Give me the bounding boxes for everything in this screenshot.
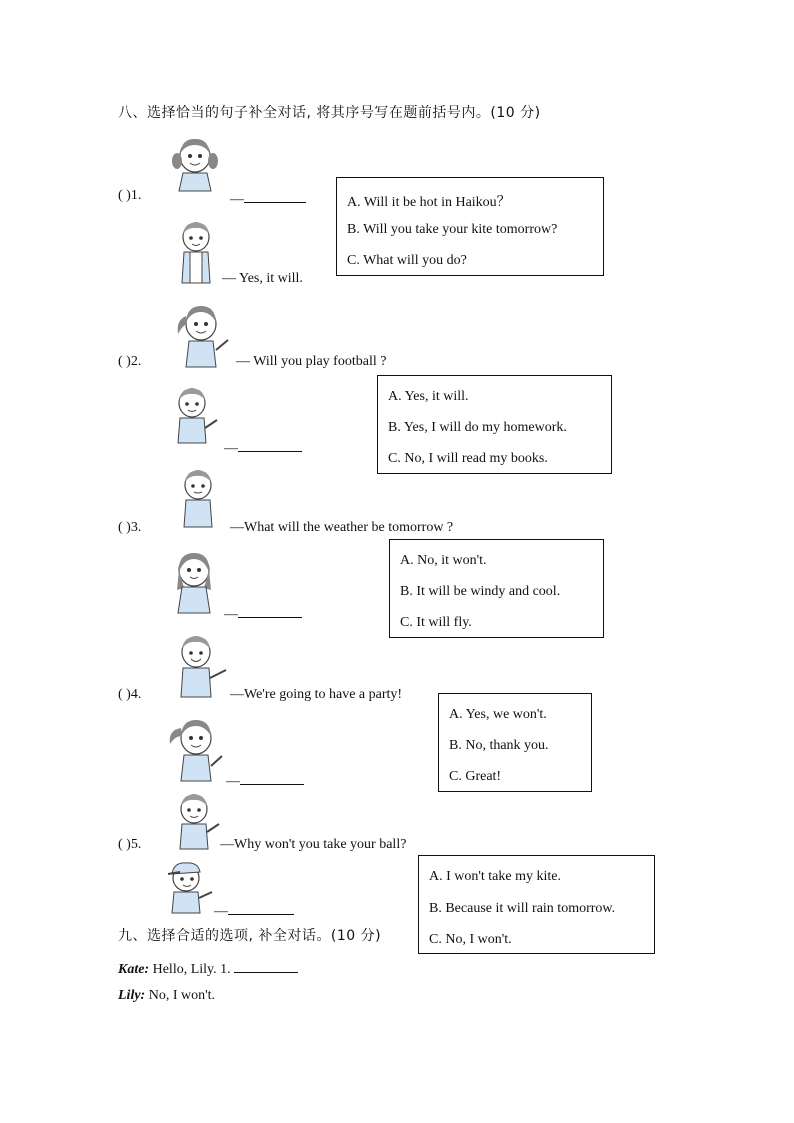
speaker-kate: Kate: — [118, 962, 150, 977]
q4-option-a: A. Yes, we won't. — [449, 707, 547, 722]
boy-figure-icon — [178, 468, 218, 528]
dialogue-blank-1[interactable] — [234, 958, 298, 973]
q2-number: 2. — [130, 354, 142, 369]
q1-option-b: B. Will you take your kite tomorrow? — [347, 222, 558, 237]
q4-option-b: B. No, thank you. — [449, 738, 549, 753]
q4-number: 4. — [130, 687, 142, 702]
girl-ponytail-figure-icon — [166, 716, 224, 782]
boy-cap-figure-icon — [166, 860, 214, 914]
section-9-heading: 九、选择合适的选项, 补全对话。(10 分) — [118, 928, 382, 944]
q2-response-dash: — — [224, 441, 238, 456]
q4-option-c: C. Great! — [449, 769, 502, 784]
q5-option-a: A. I won't take my kite. — [429, 869, 561, 884]
section-8-heading: 八、选择恰当的句子补全对话, 将其序号写在题前括号内。(10 分) — [118, 105, 541, 121]
q5-option-c: C. No, I won't. — [429, 932, 512, 947]
q4-answer-paren[interactable]: ( ) — [118, 687, 131, 702]
q3-answer-paren[interactable]: ( ) — [118, 520, 131, 535]
q4-options-box — [438, 693, 592, 792]
q5-answer-paren[interactable]: ( ) — [118, 837, 131, 852]
q3-option-a: A. No, it won't. — [400, 553, 487, 568]
q4-blank[interactable] — [240, 770, 304, 785]
q3-response-dash: — — [224, 607, 238, 622]
boy-figure-icon — [174, 634, 230, 698]
q1-number: 1. — [130, 188, 142, 203]
girl-figure-icon — [172, 136, 218, 192]
q3-blank[interactable] — [238, 603, 302, 618]
speaker-lily: Lily: — [118, 988, 146, 1003]
boy-figure-icon — [176, 220, 216, 284]
q5-blank[interactable] — [228, 900, 294, 915]
q3-options-box — [389, 539, 604, 638]
girl-figure-icon — [172, 550, 220, 614]
boy-figure-icon — [172, 386, 220, 444]
q4-response-dash: — — [226, 774, 240, 789]
dialogue-line-kate — [118, 958, 298, 978]
q3-option-c: C. It will fly. — [400, 615, 472, 630]
q5-option-b: B. Because it will rain tomorrow. — [429, 901, 616, 916]
q5-prompt: —Why won't you take your ball? — [220, 837, 407, 852]
q5-number: 5. — [130, 837, 142, 852]
q5-options-box — [418, 855, 655, 954]
girl-ponytail-figure-icon — [174, 302, 232, 368]
q2-option-c: C. No, I will read my books. — [388, 451, 548, 466]
q3-number: 3. — [130, 520, 142, 535]
q1-option-c: C. What will you do? — [347, 253, 467, 268]
boy-figure-icon — [174, 792, 222, 850]
q3-prompt: —What will the weather be tomorrow ? — [230, 520, 454, 535]
q2-option-b: B. Yes, I will do my homework. — [388, 420, 567, 435]
q1-response: — Yes, it will. — [222, 271, 303, 286]
lily-line-text: No, I won't. — [145, 988, 216, 1003]
q1-blank[interactable] — [244, 188, 306, 203]
q1-options-box — [336, 177, 604, 276]
q1-option-a: A. Will it be hot in Haikou？ — [347, 195, 511, 210]
q1-answer-paren[interactable]: ( ) — [118, 188, 131, 203]
q2-option-a: A. Yes, it will. — [388, 389, 469, 404]
q1-prompt: — — [230, 192, 244, 207]
q3-option-b: B. It will be windy and cool. — [400, 584, 561, 599]
q4-prompt: —We're going to have a party! — [230, 687, 403, 702]
q5-response-dash: — — [214, 904, 228, 919]
q2-blank[interactable] — [238, 437, 302, 452]
kate-line-text: Hello, Lily. 1. — [149, 962, 235, 977]
q2-answer-paren[interactable]: ( ) — [118, 354, 131, 369]
q2-options-box — [377, 375, 612, 474]
q2-prompt: — Will you play football ? — [236, 354, 387, 369]
dialogue-line-lily — [118, 988, 215, 1004]
